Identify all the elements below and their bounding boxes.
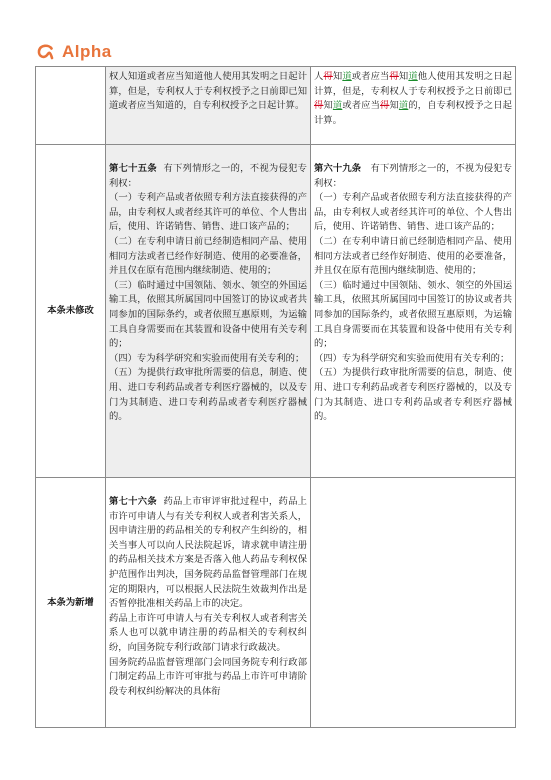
paragraph: （五）为提供行政审批所需要的信息，制造、使用、进口专利药品或者专利医疗器械的，以及专门为其制造、进口专利药品或者专利医疗器械的。 [314, 367, 512, 423]
empty-cell [311, 478, 516, 728]
unchanged-text: 知 [398, 71, 409, 82]
paragraph: （四）专为科学研究和实验而使用有关专利的； [314, 352, 510, 364]
paragraph: （二）在专利申请日前已经制造相同产品、使用相同方法或者已经作好制造、使用的必要准备，并且仅在原有范围内继续制造、使用的； [314, 235, 512, 277]
row-label: 本条为新增 [36, 478, 106, 728]
paragraph: （一）专利产品或者依照专利方法直接获得的产品，由专利权人或者经其许可的单位、个人售出后，使用、许诺销售、销售、进口该产品的； [314, 192, 512, 233]
inserted-text: 道 [398, 100, 409, 112]
old-text-cell [106, 145, 311, 478]
table-row [36, 478, 516, 728]
row-label: 本条未修改 [36, 145, 106, 478]
new-article-cell [106, 478, 311, 728]
new-text-cell [311, 67, 516, 145]
article-heading [314, 162, 512, 191]
unchanged-text: 他人使用其发明之日起计算，但是，专利权人于专利权授予之日前即已 [314, 71, 512, 97]
deleted-text: 得 [323, 71, 333, 82]
comparison-table [35, 66, 516, 728]
diff-paragraph [314, 70, 512, 128]
row-label [36, 67, 106, 145]
new-text-cell [311, 145, 516, 478]
article-number: 第六十九条 [314, 163, 362, 174]
table-row [36, 67, 516, 145]
alpha-logo [36, 40, 112, 64]
paragraph: （四）专为科学研究和实验而使用有关专利的； [109, 352, 305, 364]
unchanged-text: 知 [389, 100, 399, 112]
table-row [36, 145, 516, 478]
article-number: 第七十六条 [109, 496, 157, 507]
paragraph: 权人知道或者应当知道他人使用其发明之日起计算，但是，专利权人于专利权授予之日前即已知道或者应当知道的，自专利权授予之日起计算。 [109, 71, 307, 112]
paragraph: （一）专利产品或者依照专利方法直接获得的产品，由专利权人或者经其许可的单位、个人售出后，使用、许诺销售、销售、进口该产品的； [109, 192, 307, 233]
unchanged-text: 知 [332, 71, 343, 82]
unchanged-text: 或者应当 [351, 71, 390, 82]
inserted-text: 道 [332, 100, 343, 112]
paragraph: 药品上市许可申请人与有关专利权人或者利害关系人也可以就申请注册的药品相关的专利权纠纷，向国务院专利行政部门请求行政裁决。 [109, 612, 307, 653]
paragraph: （三）临时通过中国领陆、领水、领空的外国运输工具，依照其所属国同中国签订的协议或者共同参加的国际条约，或者依照互惠原则，为运输工具自身需要而在其装置和设备中使用有关专利的； [109, 279, 307, 350]
inserted-text: 道 [408, 71, 418, 82]
article-intro: 有下列情形之一的，不视为侵犯专利权： [314, 163, 512, 189]
logo-text: Alpha [62, 42, 112, 61]
paragraph: （三）临时通过中国领陆、领水、领空的外国运输工具，依照其所属国同中国签订的协议或者共同参加的国际条约，或者依照互惠原则，为运输工具自身需要而在其装置和设备中使用有关专利的； [314, 279, 512, 350]
old-text-cell [106, 67, 311, 145]
unchanged-text: 人 [314, 71, 324, 82]
deleted-text: 得 [380, 100, 390, 112]
article-intro: 有下列情形之一的，不视为侵犯专利权： [109, 163, 307, 189]
paragraph: （二）在专利申请日前已经制造相同产品、使用相同方法或者已经作好制造、使用的必要准备，并且仅在原有范围内继续制造、使用的； [109, 235, 307, 277]
paragraph: 国务院药品监督管理部门会同国务院专利行政部门制定药品上市许可审批与药品上市许可申请阶段专利权纠纷解决的具体衔 [109, 656, 307, 697]
article-number: 第七十五条 [109, 163, 157, 174]
deleted-text: 得 [314, 100, 324, 112]
article-heading [109, 162, 307, 191]
article-heading [109, 495, 307, 612]
paragraph: （五）为提供行政审批所需要的信息，制造、使用、进口专利药品或者专利医疗器械的，以及专门为其制造、进口专利药品或者专利医疗器械的。 [109, 367, 307, 423]
article-intro: 药品上市审评审批过程中，药品上市许可申请人与有关专利权人或者利害关系人，因申请注册的药品相关的专利权产生纠纷的，相关当事人可以向人民法院起诉，请求就申请注册的药品相关技术方案是否落入他人药品专利权保护范围作出判决，国务院药品监督管理部门在规定的期限内，可以根据人民法院生效裁判作出是否暂停批准相关药品上市的决定。 [109, 496, 307, 610]
unchanged-text: 知 [323, 100, 333, 112]
deleted-text: 得 [389, 71, 399, 82]
unchanged-text: 或者应当 [342, 100, 381, 112]
unchanged-text: 的，自专利权授予之日起计算。 [314, 100, 512, 126]
inserted-text: 道 [342, 71, 352, 82]
alpha-logo-icon [36, 42, 56, 62]
